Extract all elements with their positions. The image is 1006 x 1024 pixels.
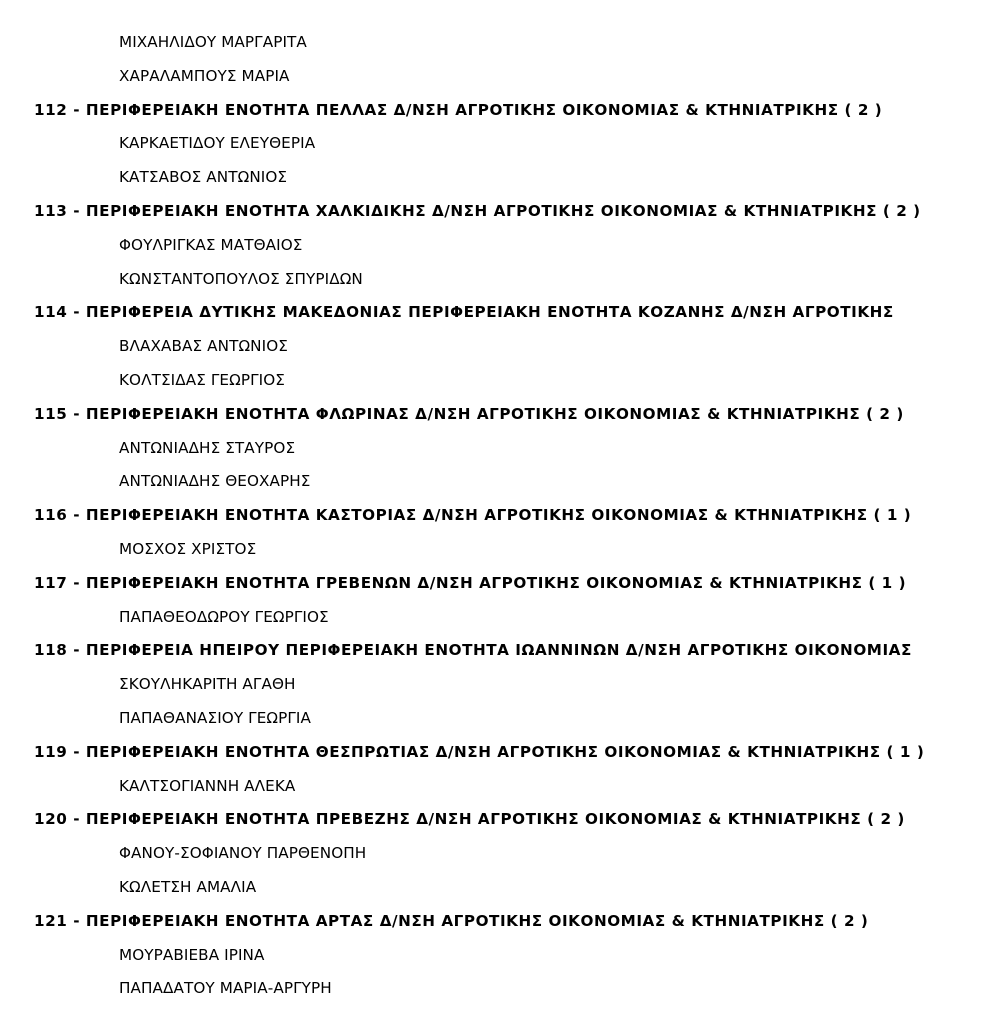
person-name: ΑΝΤΩΝΙΑΔΗΣ ΣΤΑΥΡΟΣ	[119, 438, 296, 457]
section-heading: 113 - ΠΕΡΙΦΕΡΕΙΑΚΗ ΕΝΟΤΗΤΑ ΧΑΛΚΙΔΙΚΗΣ Δ/ΝΣΗ ΑΓΡΟΤΙΚΗΣ ΟΙΚΟΝΟΜΙΑΣ & ΚΤΗΝΙΑΤΡΙΚΗΣ ( 2 )	[34, 201, 921, 220]
person-name: ΚΑΡΚΑΕΤΙΔΟΥ ΕΛΕΥΘΕΡΙΑ	[119, 134, 316, 153]
person-name: ΦΑΝΟΥ-ΣΟΦΙΑΝΟΥ ΠΑΡΘΕΝΟΠΗ	[119, 844, 367, 863]
section-heading: 114 - ΠΕΡΙΦΕΡΕΙΑ ΔΥΤΙΚΗΣ ΜΑΚΕΔΟΝΙΑΣ ΠΕΡΙΦΕΡΕΙΑΚΗ ΕΝΟΤΗΤΑ ΚΟΖΑΝΗΣ Δ/ΝΣΗ ΑΓΡΟΤΙΚΗΣ	[34, 303, 894, 322]
person-name: ΧΑΡΑΛΑΜΠΟΥΣ ΜΑΡΙΑ	[119, 66, 290, 85]
person-name: ΒΛΑΧΑΒΑΣ ΑΝΤΩΝΙΟΣ	[119, 337, 288, 356]
person-name: ΚΑΛΤΣΟΓΙΑΝΝΗ ΑΛΕΚΑ	[119, 776, 296, 795]
person-name: ΚΟΛΤΣΙΔΑΣ ΓΕΩΡΓΙΟΣ	[119, 370, 285, 389]
person-name: ΑΝΤΩΝΙΑΔΗΣ ΘΕΟΧΑΡΗΣ	[119, 472, 311, 491]
person-name: ΜΙΧΑΗΛΙΔΟΥ ΜΑΡΓΑΡΙΤΑ	[119, 33, 307, 51]
person-name: ΚΩΝΣΤΑΝΤΟΠΟΥΛΟΣ ΣΠΥΡΙΔΩΝ	[119, 269, 363, 288]
person-name: ΜΟΥΡΑΒΙΕΒΑ ΙΡΙΝΑ	[119, 945, 265, 964]
person-name: ΠΑΠΑΘΑΝΑΣΙΟΥ ΓΕΩΡΓΙΑ	[119, 708, 311, 727]
section-heading: 119 - ΠΕΡΙΦΕΡΕΙΑΚΗ ΕΝΟΤΗΤΑ ΘΕΣΠΡΩΤΙΑΣ Δ/ΝΣΗ ΑΓΡΟΤΙΚΗΣ ΟΙΚΟΝΟΜΙΑΣ & ΚΤΗΝΙΑΤΡΙΚΗΣ ( 1 )	[34, 742, 925, 761]
person-name: ΜΟΣΧΟΣ ΧΡΙΣΤΟΣ	[119, 539, 257, 558]
person-name: ΚΩΛΕΤΣΗ ΑΜΑΛΙΑ	[119, 877, 257, 896]
person-name: ΣΚΟΥΛΗΚΑΡΙΤΗ ΑΓΑΘΗ	[119, 675, 296, 694]
section-heading: 121 - ΠΕΡΙΦΕΡΕΙΑΚΗ ΕΝΟΤΗΤΑ ΑΡΤΑΣ Δ/ΝΣΗ ΑΓΡΟΤΙΚΗΣ ΟΙΚΟΝΟΜΙΑΣ & ΚΤΗΝΙΑΤΡΙΚΗΣ ( 2 )	[34, 911, 869, 930]
person-name: ΚΑΤΣΑΒΟΣ ΑΝΤΩΝΙΟΣ	[119, 168, 288, 187]
person-name: ΦΟΥΛΡΙΓΚΑΣ ΜΑΤΘΑΙΟΣ	[119, 235, 303, 254]
section-heading: 115 - ΠΕΡΙΦΕΡΕΙΑΚΗ ΕΝΟΤΗΤΑ ΦΛΩΡΙΝΑΣ Δ/ΝΣΗ ΑΓΡΟΤΙΚΗΣ ΟΙΚΟΝΟΜΙΑΣ & ΚΤΗΝΙΑΤΡΙΚΗΣ ( 2 )	[34, 404, 904, 423]
document-body	[0, 26, 1006, 1006]
section-heading: 120 - ΠΕΡΙΦΕΡΕΙΑΚΗ ΕΝΟΤΗΤΑ ΠΡΕΒΕΖΗΣ Δ/ΝΣΗ ΑΓΡΟΤΙΚΗΣ ΟΙΚΟΝΟΜΙΑΣ & ΚΤΗΝΙΑΤΡΙΚΗΣ ( 2 )	[34, 810, 905, 829]
section-heading: 118 - ΠΕΡΙΦΕΡΕΙΑ ΗΠΕΙΡΟΥ ΠΕΡΙΦΕΡΕΙΑΚΗ ΕΝΟΤΗΤΑ ΙΩΑΝΝΙΝΩΝ Δ/ΝΣΗ ΑΓΡΟΤΙΚΗΣ ΟΙΚΟΝΟΜΙΑΣ	[34, 641, 912, 660]
person-name: ΠΑΠΑΔΑΤΟΥ ΜΑΡΙΑ-ΑΡΓΥΡΗ	[119, 979, 332, 998]
section-heading: 116 - ΠΕΡΙΦΕΡΕΙΑΚΗ ΕΝΟΤΗΤΑ ΚΑΣΤΟΡΙΑΣ Δ/ΝΣΗ ΑΓΡΟΤΙΚΗΣ ΟΙΚΟΝΟΜΙΑΣ & ΚΤΗΝΙΑΤΡΙΚΗΣ ( 1 )	[34, 506, 912, 525]
section-heading: 117 - ΠΕΡΙΦΕΡΕΙΑΚΗ ΕΝΟΤΗΤΑ ΓΡΕΒΕΝΩΝ Δ/ΝΣΗ ΑΓΡΟΤΙΚΗΣ ΟΙΚΟΝΟΜΙΑΣ & ΚΤΗΝΙΑΤΡΙΚΗΣ ( 1 )	[34, 573, 907, 592]
person-name: ΠΑΠΑΘΕΟΔΩΡΟΥ ΓΕΩΡΓΙΟΣ	[119, 607, 329, 626]
section-heading: 112 - ΠΕΡΙΦΕΡΕΙΑΚΗ ΕΝΟΤΗΤΑ ΠΕΛΛΑΣ Δ/ΝΣΗ ΑΓΡΟΤΙΚΗΣ ΟΙΚΟΝΟΜΙΑΣ & ΚΤΗΝΙΑΤΡΙΚΗΣ ( 2 )	[34, 100, 883, 119]
